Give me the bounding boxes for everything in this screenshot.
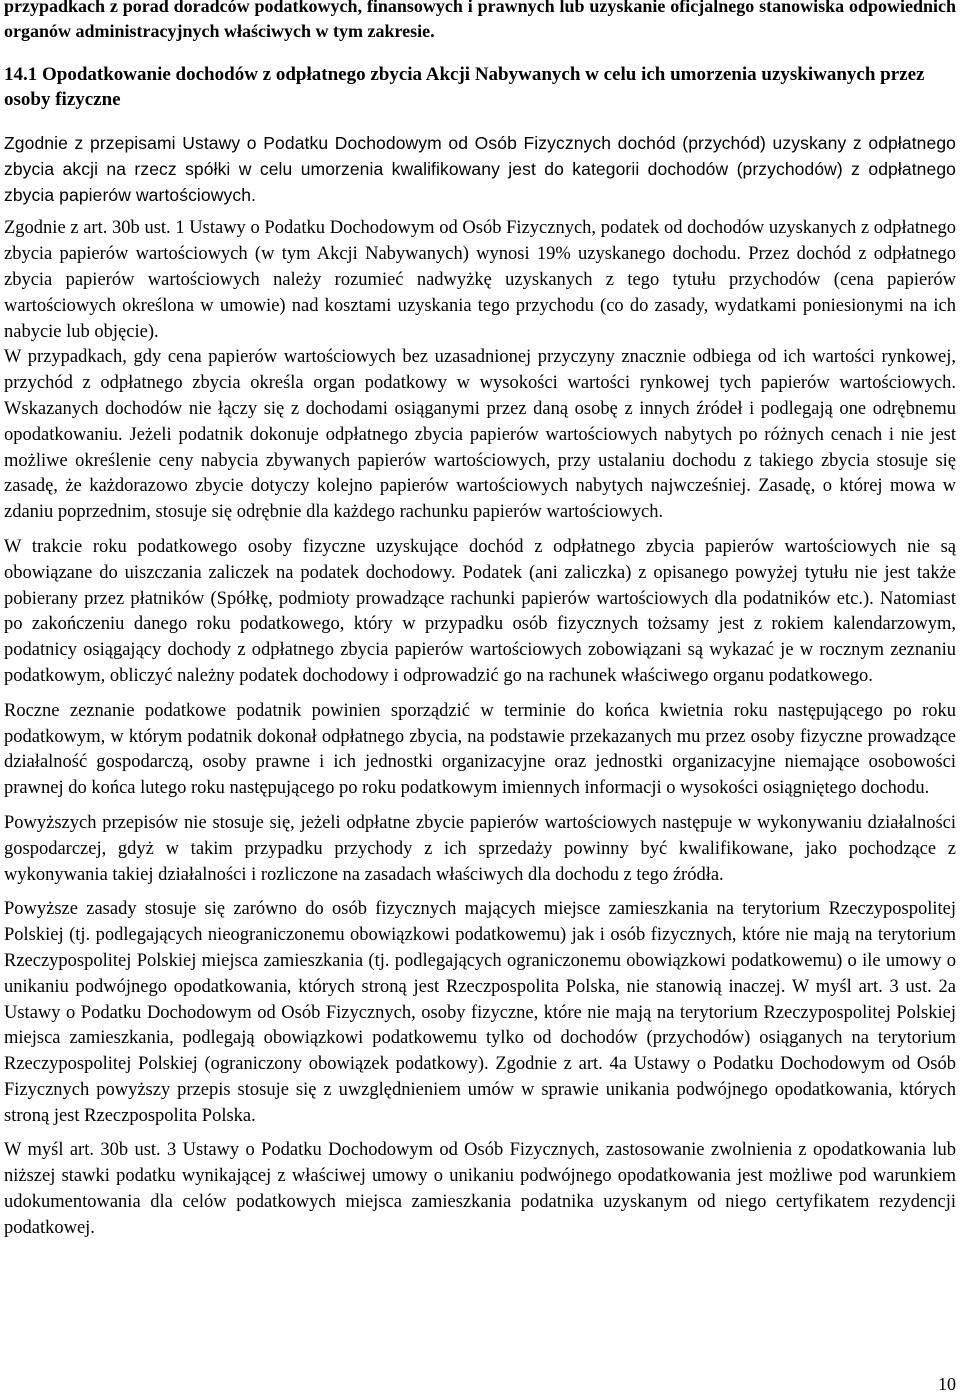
paragraph-2: Zgodnie z art. 30b ust. 1 Ustawy o Podatku Dochodowym od Osób Fizycznych, podatek od dochodów uzyskanych z odpłatnego zbycia papierów wartościowych (w tym Akcji Nabywanych) wynosi 19% uzyskanego dochodu. Przez dochód z odpłatnego zbycia papierów wartościowych należy rozumieć nadwyżkę uzyskanych z tego tytułu przychodów (cena papierów wartościowych określona w umowie) nad kosztami uzyskania tego przychodu (co do zasady, wydatkami poniesionymi na ich nabycie lub objęcie).	[4, 218, 956, 342]
paragraph-7: Powyższe zasady stosuje się zarówno do osób fizycznych mających miejsce zamieszkania na terytorium Rzeczypospolitej Polskiej (tj. podlegających nieograniczonemu obowiązkowi podatkowemu) jak i osób fizycznych, które nie mają na terytorium Rzeczypospolitej Polskiej miejsca zamieszkania (tj. podlegających ograniczonemu obowiązkowi podatkowemu) o ile umowy o unikaniu podwójnego opodatkowania, których stroną jest Rzeczpospolita Polska, nie stanowią inaczej. W myśl art. 3 ust. 2a Ustawy o Podatku Dochodowym od Osób Fizycznych, osoby fizyczne, które nie mają na terytorium Rzeczypospolitej Polskiej miejsca zamieszkania, podlegają obowiązkowi podatkowemu tylko od dochodów (przychodów) osiąganych na terytorium Rzeczypospolitej Polskiej (ograniczony obowiązek podatkowy). Zgodnie z art. 4a Ustawy o Podatku Dochodowym od Osób Fizycznych powyższy przepis stosuje się z uwzględnieniem umów w sprawie unikania podwójnego opodatkowania, których stroną jest Rzeczpospolita Polska.	[4, 899, 956, 1126]
section-heading: 14.1 Opodatkowanie dochodów z odpłatnego zbycia Akcji Nabywanych w celu ich umorzenia uzyskiwanych przez osoby fizyczne	[4, 64, 925, 110]
intro-paragraph: przypadkach z porad doradców podatkowych, finansowych i prawnych lub uzyskanie oficjalnego stanowiska odpowiednich organów administracyjnych właściwych w tym zakresie.	[4, 0, 956, 41]
paragraph-6: Powyższych przepisów nie stosuje się, jeżeli odpłatne zbycie papierów wartościowych następuje w wykonywaniu działalności gospodarczej, gdyż w takim przypadku przychody z ich sprzedaży powinny być kwalifikowane, jako pochodzące z wykonywania takiej działalności i rozliczone na zasadach właściwych dla dochodu z tego źródła.	[4, 812, 956, 885]
paragraph-5: Roczne zeznanie podatkowe podatnik powinien sporządzić w terminie do końca kwietnia roku następującego po roku podatkowym, w którym podatnik dokonał odpłatnego zbycia, na podstawie przekazanych mu przez osoby fizyczne prowadzące działalność gospodarczą, osoby prawne i ich jednostki organizacyjne oraz jednostki organizacyjne niemające osobowości prawnej do końca lutego roku następującego po roku podatkowym imiennych informacji o wysokości osiągniętego dochodu.	[4, 700, 956, 799]
paragraph-8: W myśl art. 30b ust. 3 Ustawy o Podatku Dochodowym od Osób Fizycznych, zastosowanie zwolnienia z opodatkowania lub niższej stawki podatku wynikającej z właściwej umowy o unikaniu podwójnego opodatkowania jest możliwe pod warunkiem udokumentowania dla celów podatkowych miejsca zamieszkania podatnika uzyskanym od niego certyfikatem rezydencji podatkowej.	[4, 1140, 956, 1238]
paragraph-4: W trakcie roku podatkowego osoby fizyczne uzyskujące dochód z odpłatnego zbycia papierów wartościowych nie są obowiązane do uiszczania zaliczek na podatek dochodowy. Podatek (ani zaliczka) z opisanego powyżej tytułu nie jest także pobierany przez płatników (Spółkę, podmioty prowadzące rachunki papierów wartościowych dla podatników etc.). Natomiast po zakończeniu danego roku podatkowego, który w przypadku osób fizycznych tożsamy jest z rokiem kalendarzowym, podatnicy osiągający dochody z odpłatnego zbycia papierów wartościowych zobowiązani są wykazać je w rocznym zeznaniu podatkowym, obliczyć należny podatek dochodowy i odprowadzić go na rachunek właściwego organu podatkowego.	[4, 536, 956, 686]
paragraph-1: Zgodnie z przepisami Ustawy o Podatku Dochodowym od Osób Fizycznych dochód (przychód) uzyskany z odpłatnego zbycia akcji na rzecz spółki w celu umorzenia kwalifikowany jest do kategorii dochodów (przychodów) z odpłatnego zbycia papierów wartościowych.	[4, 133, 956, 205]
document-page	[4, 0, 956, 1242]
paragraph-3: W przypadkach, gdy cena papierów wartościowych bez uzasadnionej przyczyny znacznie odbiega od ich wartości rynkowej, przychód z odpłatnego zbycia określa organ podatkowy w wysokości wartości rynkowej tych papierów wartościowych. Wskazanych dochodów nie łączy się z dochodami osiąganymi przez daną osobę z innych źródeł i podlegają one odrębnemu opodatkowaniu. Jeżeli podatnik dokonuje odpłatnego zbycia papierów wartościowych nabytych po różnych cenach i nie jest możliwe określenie ceny nabycia zbywanych papierów wartościowych, przy ustalaniu dochodu z takiego zbycia stosuje się zasadę, że każdorazowo zbycie dotyczy kolejno papierów wartościowych nabytych najwcześniej. Zasadę, o której mowa w zdaniu poprzednim, stosuje się odrębnie dla każdego rachunku papierów wartościowych.	[4, 347, 956, 523]
page-number: 10	[938, 1374, 956, 1394]
